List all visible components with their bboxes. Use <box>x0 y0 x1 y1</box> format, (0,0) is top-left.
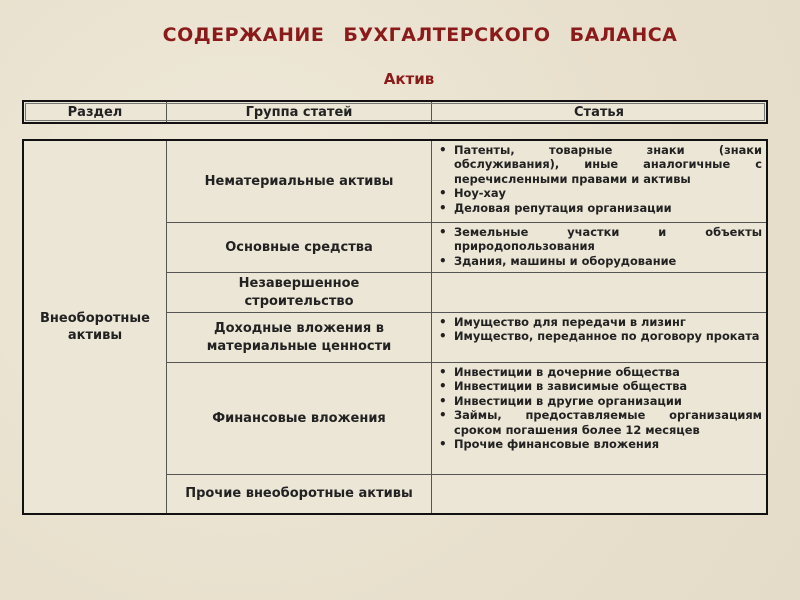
list-item: • Деловая репутация организации <box>438 201 762 215</box>
list-item: • Имущество для передачи в лизинг <box>438 315 762 329</box>
table-row <box>167 313 766 363</box>
balance-table <box>22 139 768 515</box>
table-row <box>167 223 766 273</box>
list-item: • Прочие финансовые вложения <box>438 437 762 451</box>
group-label: Доходные вложения в материальные ценности <box>167 313 432 362</box>
list-item: • Займы, предоставляемые организациям сроком погашения более 12 месяцев <box>438 408 762 437</box>
items-cell <box>432 313 766 362</box>
section-label: Внеоборотные активы <box>24 141 167 513</box>
list-item: • Инвестиции в другие организации <box>438 394 762 408</box>
group-label: Основные средства <box>167 223 432 272</box>
table-row <box>167 273 766 313</box>
table-row <box>167 141 766 223</box>
group-label: Прочие внеоборотные активы <box>167 475 432 513</box>
items-cell <box>432 273 766 312</box>
items-cell <box>432 475 766 513</box>
page-subtitle: Актив <box>383 70 435 88</box>
table-header <box>22 100 768 124</box>
items-cell <box>432 363 766 474</box>
list-item: • Инвестиции в зависимые общества <box>438 379 762 393</box>
group-label: Финансовые вложения <box>167 363 432 474</box>
items-cell <box>432 223 766 272</box>
list-item: • Ноу-хау <box>438 186 762 200</box>
list-item: • Патенты, товарные знаки (знаки обслуживания), иные аналогичные с перечисленными правами и активы <box>438 143 762 186</box>
page-title: СОДЕРЖАНИЕ БУХГАЛТЕРСКОГО БАЛАНСА <box>162 24 678 46</box>
table-row <box>167 363 766 475</box>
header-section: Раздел <box>24 102 167 122</box>
list-item: • Инвестиции в дочерние общества <box>438 365 762 379</box>
items-cell <box>432 141 766 222</box>
header-group: Группа статей <box>167 102 432 122</box>
list-item: • Имущество, переданное по договору проката <box>438 329 762 343</box>
group-label: Нематериальные активы <box>167 141 432 222</box>
list-item: • Здания, машины и оборудование <box>438 254 762 268</box>
group-label: Незавершенное строительство <box>167 273 432 312</box>
header-article: Статья <box>574 104 624 120</box>
table-row <box>167 475 766 513</box>
list-item: • Земельные участки и объекты природопользования <box>438 225 762 254</box>
